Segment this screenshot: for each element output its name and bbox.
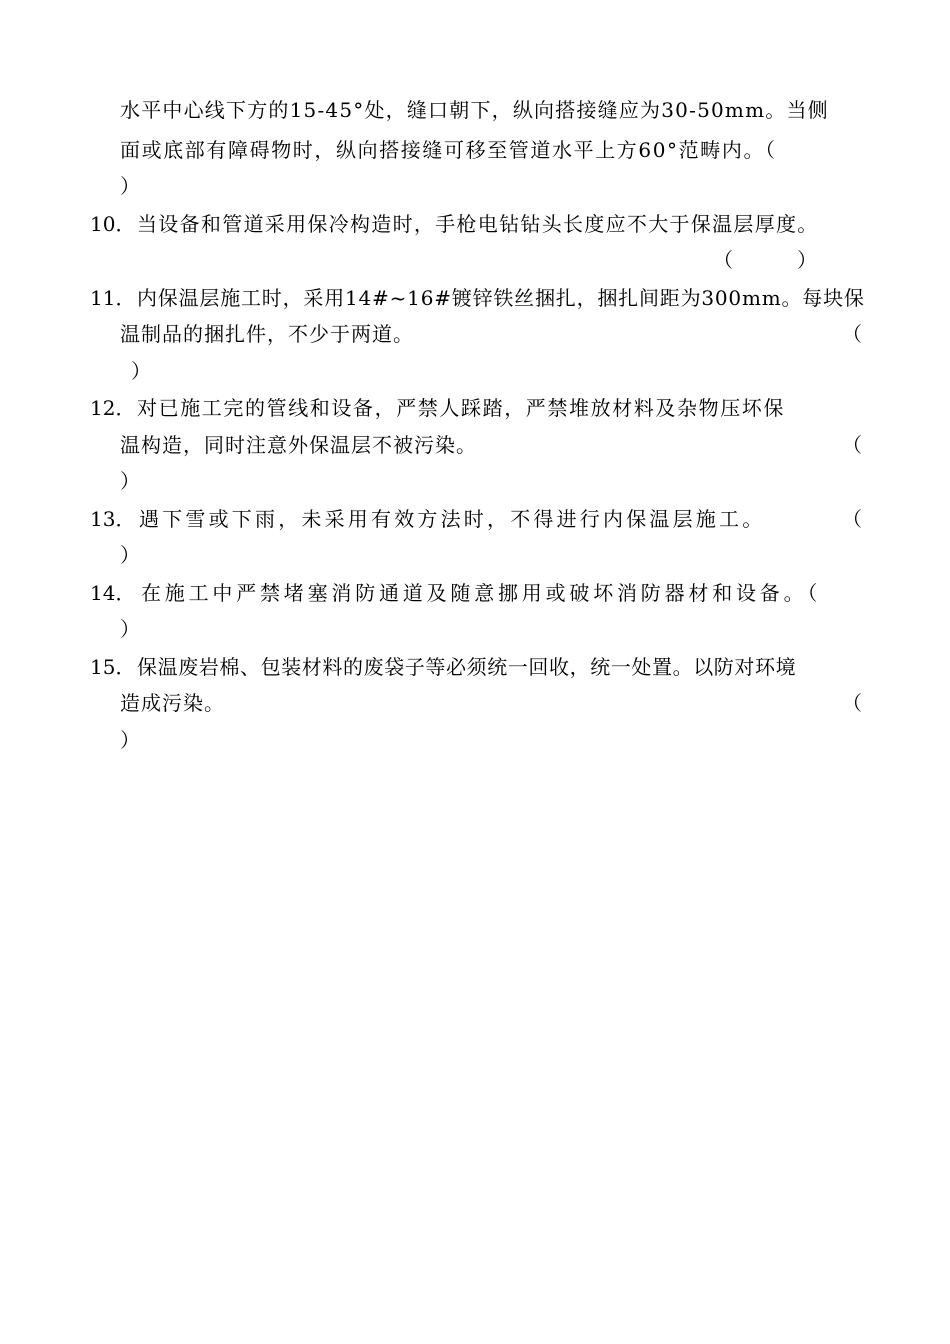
item12-line2: 温构造，同时注意外保温层不被污染。 [120, 433, 477, 457]
item14-number: 14． [90, 581, 136, 605]
item12-number: 12． [90, 396, 136, 420]
item9-line3: ） [120, 174, 141, 198]
item12-paren-open: （ [842, 433, 863, 457]
item12-line3: ） [120, 469, 141, 493]
item9-line2: 面或底部有障碍物时，纵向搭接缝可移至管道水平上方60°范畴内。（ [120, 138, 777, 162]
item14-line2: ） [120, 617, 141, 641]
item11-line3: ） [131, 359, 152, 383]
item13-number: 13． [90, 507, 136, 531]
item9-line1: 水平中心线下方的15-45°处，缝口朝下，纵向搭接缝应为30-50mm。当侧 [120, 98, 829, 122]
item13-line2: ） [120, 543, 141, 567]
item10-line1: 当设备和管道采用保冷构造时，手枪电钻钻头长度应不大于保温层厚度。 [137, 212, 819, 236]
item13-paren-open: （ [842, 507, 863, 531]
item11-line2: 温制品的捆扎件，不少于两道。 [120, 322, 414, 346]
item15-line2: 造成污染。 [120, 691, 225, 715]
item12-line1: 对已施工完的管线和设备，严禁人踩踏，严禁堆放材料及杂物压坏保 [137, 396, 785, 420]
item11-number: 11． [90, 286, 136, 310]
item15-number: 15． [90, 655, 136, 679]
item14-line1: 在施工中严禁堵塞消防通道及随意挪用或破坏消防器材和设备。（ [141, 581, 822, 605]
item13-line1: 遇下雪或下雨，未采用有效方法时，不得进行内保温层施工。 [139, 507, 766, 531]
item15-paren-open: （ [842, 691, 863, 715]
item10-number: 10． [90, 212, 136, 236]
item10-line2: （ ） [713, 248, 818, 272]
item11-paren-open: （ [842, 322, 863, 346]
item15-line3: ） [120, 728, 141, 752]
item11-line1: 内保温层施工时，采用14#~16#镀锌铁丝捆扎，捆扎间距为300mm。每块保 [137, 286, 865, 310]
item15-line1: 保温废岩棉、包装材料的废袋子等必须统一回收，统一处置。以防对环境 [137, 655, 797, 679]
